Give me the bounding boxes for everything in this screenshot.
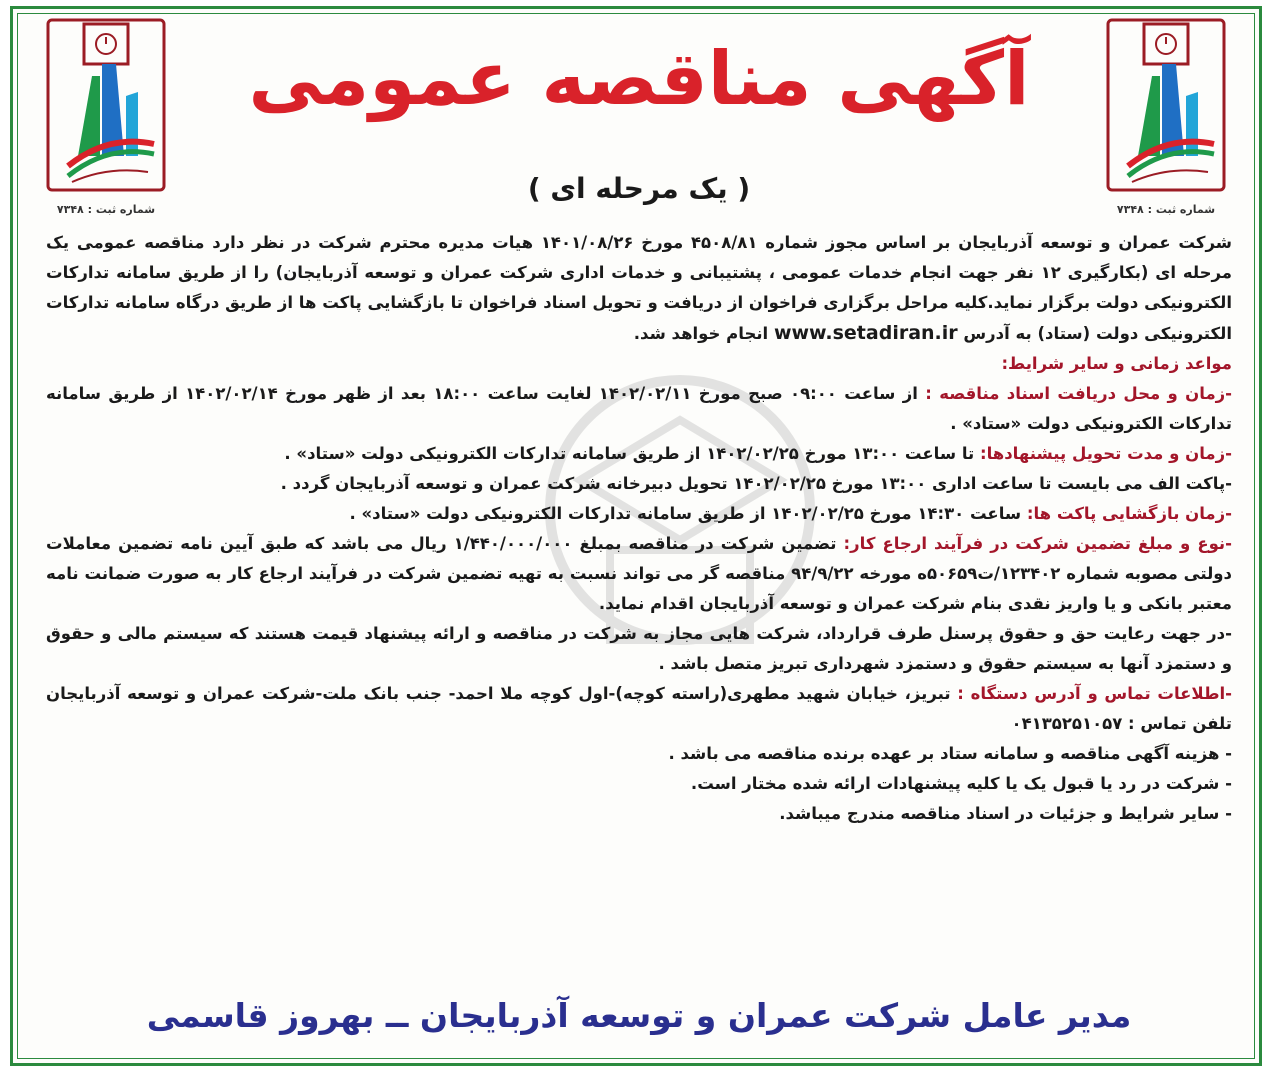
logo-registration-number: شماره ثبت : ۷۳۴۸ [1116,203,1216,216]
intro-end-text: انجام خواهد شد. [633,324,769,343]
notice-title: آگهی مناقصه عمومی [248,36,1030,122]
envelope-a-paragraph: -پاکت الف می بایست تا ساعت اداری ۱۳:۰۰ مورخ ۱۴۰۲/۰۲/۲۵ تحویل دبیرخانه شرکت عمران و توسعه آذربایجان گردد . [280,474,1232,493]
company-logo-right [1098,16,1234,216]
contact-paragraph [46,679,1232,739]
guarantee-paragraph [46,529,1232,619]
bid-time-paragraph [46,439,1232,469]
bid-time-text: تا ساعت ۱۳:۰۰ مورخ ۱۴۰۲/۰۲/۲۵ از طریق سامانه تدارکات الکترونیکی دولت «ستاد» . [284,444,975,463]
notice-body [46,228,1232,829]
doc-time-paragraph [46,379,1232,439]
logo-emblem-icon [1098,16,1234,198]
contact-text: تبریز، خیابان شهید مطهری(راسته کوچه)-اول کوچه ملا احمد- جنب بانک ملت-شرکت عمران و توسعه آذربایجان تلفن تماس : ۰۴۱۳۵۲۵۱۰۵۷ [46,684,1232,733]
company-logo-left [38,16,174,216]
opening-paragraph [46,499,1232,529]
note-details: - سایر شرایط و جزئیات در اسناد مناقصه مندرج میباشد. [779,804,1232,823]
payroll-paragraph: -در جهت رعایت حق و حقوق پرسنل طرف قرارداد، شرکت هایی مجاز به شرکت در مناقصه و ارائه پیشنهاد قیمت هستند که سیستم مالی و حقوق و دستمزد آنها به سیستم حقوق و دستمزد شهرداری تبریز متصل باشد . [46,624,1232,673]
ceo-signature-line: مدیر عامل شرکت عمران و توسعه آذربایجان ــ بهروز قاسمی [146,996,1132,1035]
intro-text: شرکت عمران و توسعه آذربایجان بر اساس مجوز شماره ۴۵۰۸/۸۱ مورخ ۱۴۰۱/۰۸/۲۶ هیات مدیره محترم شرکت در نظر دارد مناقصه عمومی یک مرحله ای (بکارگیری ۱۲ نفر جهت انجام خدمات عمومی ، پشتیبانی و خدمات اداری شرکت عمران و توسعه آذربایجان) را از طریق سامانه تدارکات الکترونیکی دولت برگزار نماید.کلیه مراحل برگزاری فراخوان از دریافت و تحویل اسناد فراخوان تا بازگشایی پاکت ها از طریق درگاه سامانه تدارکات الکترونیکی دولت (ستاد) به آدرس [46,233,1233,343]
logo-emblem-icon [38,16,174,198]
bid-time-label: -زمان و مدت تحویل پیشنهادها: [979,444,1232,463]
guarantee-label: -نوع و مبلغ تضمین شرکت در فرآیند ارجاع کار: [843,534,1232,553]
notice-subtitle: ( یک مرحله ای ) [527,172,751,205]
doc-time-label: -زمان و محل دریافت اسناد مناقصه : [925,384,1233,403]
note-rejection: - شرکت در رد یا قبول یک یا کلیه پیشنهادات ارائه شده مختار است. [690,774,1232,793]
opening-label: -زمان بازگشایی پاکت ها: [1026,504,1232,523]
note-cost: - هزینه آگهی مناقصه و سامانه ستاد بر عهده برنده مناقصه می باشد . [668,744,1232,763]
opening-text: ساعت ۱۴:۳۰ مورخ ۱۴۰۲/۰۲/۲۵ از طریق سامانه تدارکات الکترونیکی دولت «ستاد» . [349,504,1022,523]
setad-url-link[interactable]: www.setadiran.ir [773,322,958,344]
intro-paragraph [46,228,1232,349]
contact-label: -اطلاعات تماس و آدرس دستگاه : [957,684,1232,703]
logo-registration-number: شماره ثبت : ۷۳۴۸ [56,203,156,216]
doc-time-text: از ساعت ۰۹:۰۰ صبح مورخ ۱۴۰۲/۰۲/۱۱ لغایت ساعت ۱۸:۰۰ بعد از ظهر مورخ ۱۴۰۲/۰۲/۱۴ از طریق سامانه تدارکات الکترونیکی دولت «ستاد» . [46,384,1232,433]
schedule-heading: مواعد زمانی و سایر شرایط: [1001,354,1232,373]
guarantee-text: تضمین شرکت در مناقصه بمبلغ ۱/۴۴۰/۰۰۰/۰۰۰ ریال می باشد که طبق آیین نامه تضمین معاملات دولتی مصوبه شماره ۱۲۳۴۰۲/ت۵۰۶۵۹ه مورخه ۹۴/۹/۲۲ مناقصه گر می تواند نسبت به تهیه تضمین شرکت در فرآیند ارجاع کار به صورت ضمانت نامه معتبر بانکی و یا واریز نقدی بنام شرکت عمران و توسعه آذربایجان اقدام نماید. [46,534,1233,613]
